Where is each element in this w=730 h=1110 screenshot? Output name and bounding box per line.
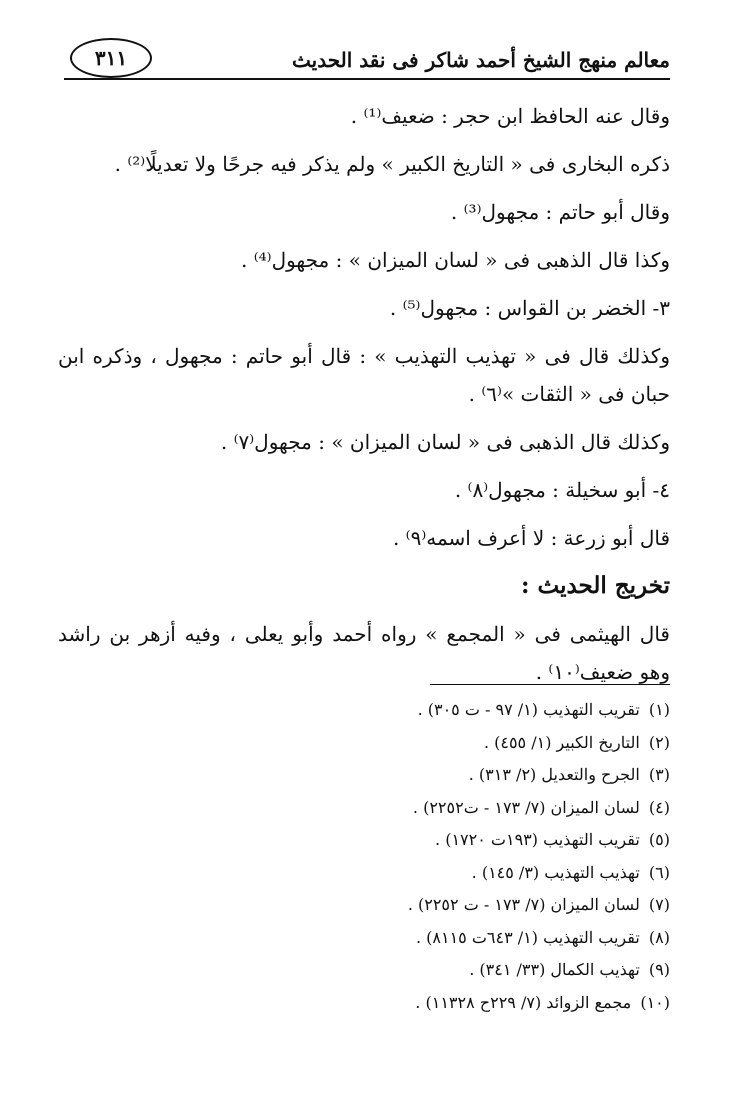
header-rule (64, 78, 670, 80)
footnote-number: (٤) (648, 797, 670, 817)
footnote (300, 792, 670, 825)
text-line: قال أبو زرعة : لا أعرف اسمه⁽٩⁾ . (392, 526, 670, 550)
footnote-text: مجمع الزوائد (٧/ ٢٢٩ح ١١٣٢٨) . (415, 992, 632, 1012)
footnote-separator (430, 684, 670, 685)
footnote-number: (٩) (648, 960, 670, 979)
page-number: ٣١١ (70, 38, 152, 78)
footnote (300, 824, 670, 857)
footnote-text: تقريب التهذيب (١٩٣ت ١٧٢٠) . (435, 830, 640, 849)
footnote (300, 694, 670, 727)
footnote (300, 857, 670, 890)
running-title: معالم منهج الشيخ أحمد شاكر فى نقد الحديث (292, 48, 670, 72)
footnote-number: (٥) (648, 830, 670, 849)
footnote-text: تهذيب الكمال (٣٣/ ٣٤١) . (469, 960, 640, 979)
page-header (64, 34, 670, 80)
footnote-text: تهذيب التهذيب (٣/ ١٤٥) . (471, 862, 640, 882)
footnote-number: (٣) (648, 765, 670, 784)
footnote (300, 889, 670, 922)
footnote-number: (٧) (648, 895, 670, 914)
text-line: ٣- الخضر بن القواس : مجهول⁽⁵⁾ . (389, 296, 670, 320)
footnote-text: لسان الميزان (٧/ ١٧٣ - ت ٢٢٥٢) . (407, 895, 640, 914)
section-heading: تخريج الحديث : (521, 572, 670, 599)
footnote (300, 954, 670, 987)
footnote-text: تقريب التهذيب (١/ ٦٤٣ت ٨١١٥) . (415, 927, 640, 947)
footnote (300, 922, 670, 955)
text-line: ٤- أبو سخيلة : مجهول⁽٨⁾ . (454, 478, 670, 502)
text-line: ذكره البخارى فى « التاريخ الكبير » ولم يذكر فيه جرحًا ولا تعديلًا⁽²⁾ . (114, 152, 670, 176)
footnote-text: التاريخ الكبير (١/ ٤٥٥) . (483, 732, 640, 752)
paragraph: وكذلك قال فى « تهذيب التهذيب » : قال أبو حاتم : مجهول ، وذكره ابن حبان فى « الثقات »⁽٦⁾ . (58, 344, 670, 406)
footnote-number: (٨) (648, 927, 670, 947)
text-line: وكذا قال الذهبى فى « لسان الميزان » : مجهول⁽⁴⁾ . (240, 248, 670, 272)
text-line: وقال عنه الحافظ ابن حجر : ضعيف⁽¹⁾ . (350, 104, 670, 128)
text-line: وقال أبو حاتم : مجهول⁽³⁾ . (450, 200, 670, 224)
text-line: وكذلك قال الذهبى فى « لسان الميزان » : مجهول⁽٧⁾ . (220, 430, 670, 454)
footnote-text: تقريب التهذيب (١/ ٩٧ - ت ٣٠٥) . (417, 700, 640, 719)
footnote-number: (١٠) (640, 992, 670, 1012)
footnote-number: (٦) (648, 862, 670, 882)
footnote-text: الجرح والتعديل (٢/ ٣١٣) . (468, 765, 640, 784)
footnote (300, 759, 670, 792)
footnote (300, 987, 670, 1020)
footnote-number: (١) (648, 700, 670, 719)
main-text (58, 92, 670, 696)
footnote-text: لسان الميزان (٧/ ١٧٣ - ت٢٢٥٢) . (412, 797, 640, 817)
footnotes (300, 694, 670, 1019)
footnote (300, 727, 670, 760)
paragraph: قال الهيثمى فى « المجمع » رواه أحمد وأبو يعلى ، وفيه أزهر بن راشد وهو ضعيف⁽١٠⁾ . (58, 622, 670, 684)
footnote-number: (٢) (648, 732, 670, 752)
